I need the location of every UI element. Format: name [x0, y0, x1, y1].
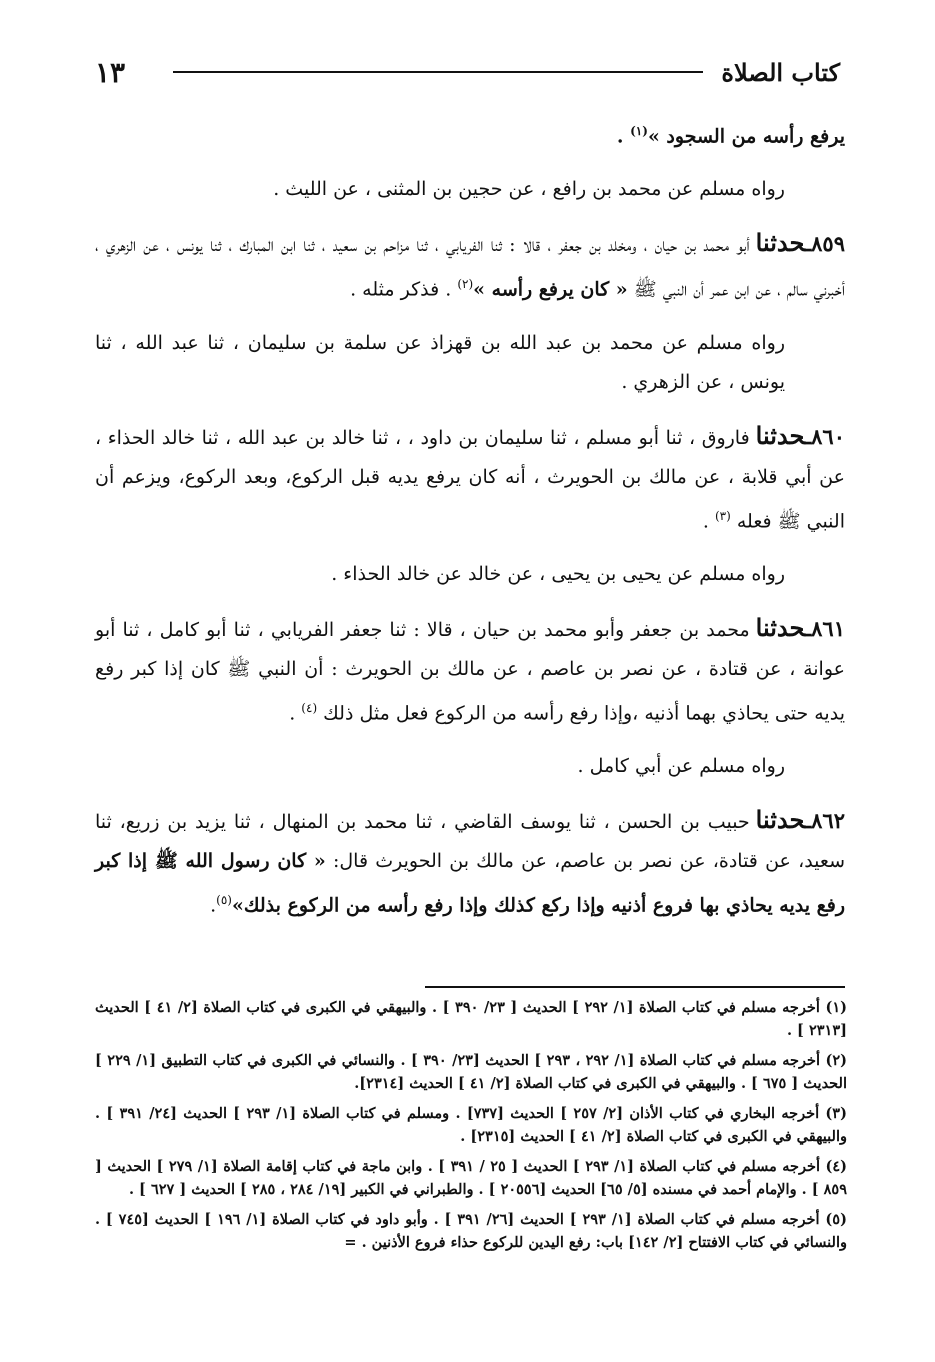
footnote-2: (٢) أخرجه مسلم في كتاب الصلاة [١/ ٢٩٢ ، ٢٩٣ ] الحديث [٢٣/ ٣٩٠ ] . والنسائي في الكبرى في كتاب التطبيق [١/ ٢٢٩ ] الحديث [ ٦٧٥ ] . والبيهقي في الكبرى في كتاب الصلاة [٢/ ٤١ ] الحديث [٢٣١٤].: [95, 1052, 847, 1092]
narration-note: رواه مسلم عن محمد بن عبد الله بن قهزاذ عن سلمة بن سليمان ، ثنا عبد الله ، ثنا يونس ، عن الزهري .: [95, 331, 785, 393]
footnotes: [95, 996, 847, 1261]
footnote-3: (٣) أخرجه البخاري في كتاب الأذان [٢/ ٢٥٧ ] الحديث [٧٣٧] . ومسلم في كتاب الصلاة [١/ ٢٩٣ ] الحديث [٢٤/ ٣٩١ ] . والبيهقي في الكبرى في كتاب الصلاة [٢/ ٤١ ] الحديث [٢٣١٥] .: [95, 1105, 847, 1145]
hadith-keyword: حدثنا: [755, 420, 805, 450]
hadith-860: ٨٦٠ـحدثنافاروق ، ثنا أبو مسلم ، ثنا سليمان بن داود ، ، ثنا خالد بن عبد الله ، ثنا خالد الحذاء ، عن أبي قلابة ، عن مالك بن الحويرث ، أنه كان يرفع يديه قبل الركوع، وبعد الركوع، ويزعم أن النبي ﷺ فعله $^{(٣)}$ .: [95, 420, 845, 532]
footnote-1: (١) أخرجه مسلم في كتاب الصلاة [١/ ٢٩٢ ] الحديث [ ٢٣/ ٣٩٠ ] . والبيهقي في الكبرى في كتاب الصلاة [٢/ ٤١ ] الحديث [٢٣١٣ ] .: [95, 999, 847, 1039]
hadith-number: ٨٦١ـ: [805, 615, 845, 641]
hadith-861: ٨٦١ـحدثنامحمد بن جعفر وأبو محمد بن حيان ، قالا : ثنا جعفر الفريابي ، ثنا أبو كامل ، ثنا أبو عوانة ، عن قتادة ، عن نصر بن عاصم ، عن مالك بن الحويرث : أن النبي ﷺ كان إذا كبر رفع يديه حتى يحاذي بهما أذنيه ،وإذا رفع رأسه من الركوع فعل مثل ذلك $^{(٤)}$ .: [95, 612, 845, 725]
footnote-separator: [425, 986, 845, 988]
hadith-continuation: يرفع رأسه من السجود »$^{(١)}$ .: [616, 124, 845, 148]
hadith-quote: « كان يرفع رأسه »: [473, 278, 628, 301]
footnote-5: (٥) أخرجه مسلم في كتاب الصلاة [١/ ٢٩٣ ] الحديث [٢٦/ ٣٩١ ] . وأبو داود في كتاب الصلاة [١/ ١٩٦ ] الحديث [٧٤٥ ] . والنسائي في كتاب الافتتاح [٢/ ١٤٢] باب: رفع اليدين للركوع حذاء فروع الأذنين . =: [95, 1211, 847, 1251]
narration-note: رواه مسلم عن محمد بن رافع ، عن حجين بن المثنى ، عن الليث .: [273, 178, 785, 201]
hadith-keyword: حدثنا: [755, 228, 805, 258]
main-text: [95, 112, 845, 940]
footnote-ref: (٥): [216, 893, 232, 908]
narration-note: رواه مسلم عن أبي كامل .: [577, 755, 785, 778]
hadith-number: ٨٦٢ـ: [805, 808, 845, 834]
hadith-quote: « كان رسول الله ﷺ إذا كبر رفع يديه يحاذي بها فروع أذنيه وإذا ركع كذلك وإذا رفع رأسه من الركوع بذلك»: [95, 850, 845, 917]
hadith-keyword: حدثنا: [755, 612, 805, 642]
header-rule: [173, 71, 703, 73]
hadith-862: ٨٦٢ـحدثناحبيب بن الحسن ، ثنا يوسف القاضي ، ثنا محمد بن المنهال ، ثنا يزيد بن زريع، ثنا سعيد، عن قتادة، عن نصر بن عاصم، عن مالك بن الحويرث قال: « كان رسول الله ﷺ إذا كبر رفع يديه يحاذي بها فروع أذنيه وإذا ركع كذلك وإذا رفع رأسه من الركوع بذلك»$^{(٥)}$.: [95, 805, 846, 917]
hadith-number: ٨٦٠ـ: [805, 423, 845, 449]
hadith-number: ٨٥٩ـ: [805, 231, 845, 257]
page-header: [95, 50, 840, 94]
footnote-ref: (١): [630, 124, 648, 138]
page-number: ١٣: [95, 55, 126, 89]
footnote-ref: (٣): [714, 508, 731, 523]
hadith-keyword: حدثنا: [755, 805, 805, 835]
hadith-859: ٨٥٩ـحدثناأبو محمد بن حيان ، ومخلد بن جعفر ، قالا : ثنا الفريابي ، ثنا مزاحم بن سعيد ، ثنا ابن المبارك ، ثنا يونس ، عن الزهري ، أخبرني سالم ، عن ابن عمر أن النبي ﷺ « كان يرفع رأسه »$^{(٢)}$ . فذكر مثله .: [95, 228, 845, 301]
footnote-4: (٤) أخرجه مسلم في كتاب الصلاة [١/ ٢٩٣ ] الحديث [ ٢٥ / ٣٩١ ] . وابن ماجة في كتاب إقامة الصلاة [١/ ٢٧٩ ] الحديث [ ٨٥٩ ] . والإمام أحمد في مسنده [٥/ ٦٥] الحديث [٢٠٥٥٦ ] . والطبراني في الكبير [١٩/ ٢٨٤ ، ٢٨٥ ] الحديث [ ٦٢٧ ] .: [95, 1158, 848, 1198]
footnote-ref: (٢): [457, 277, 474, 292]
narration-note: رواه مسلم عن يحيى بن يحيى ، عن خالد عن خالد الحذاء .: [331, 562, 785, 585]
book-title: كتاب الصلاة: [721, 57, 840, 87]
footnote-ref: (٤): [301, 700, 318, 715]
